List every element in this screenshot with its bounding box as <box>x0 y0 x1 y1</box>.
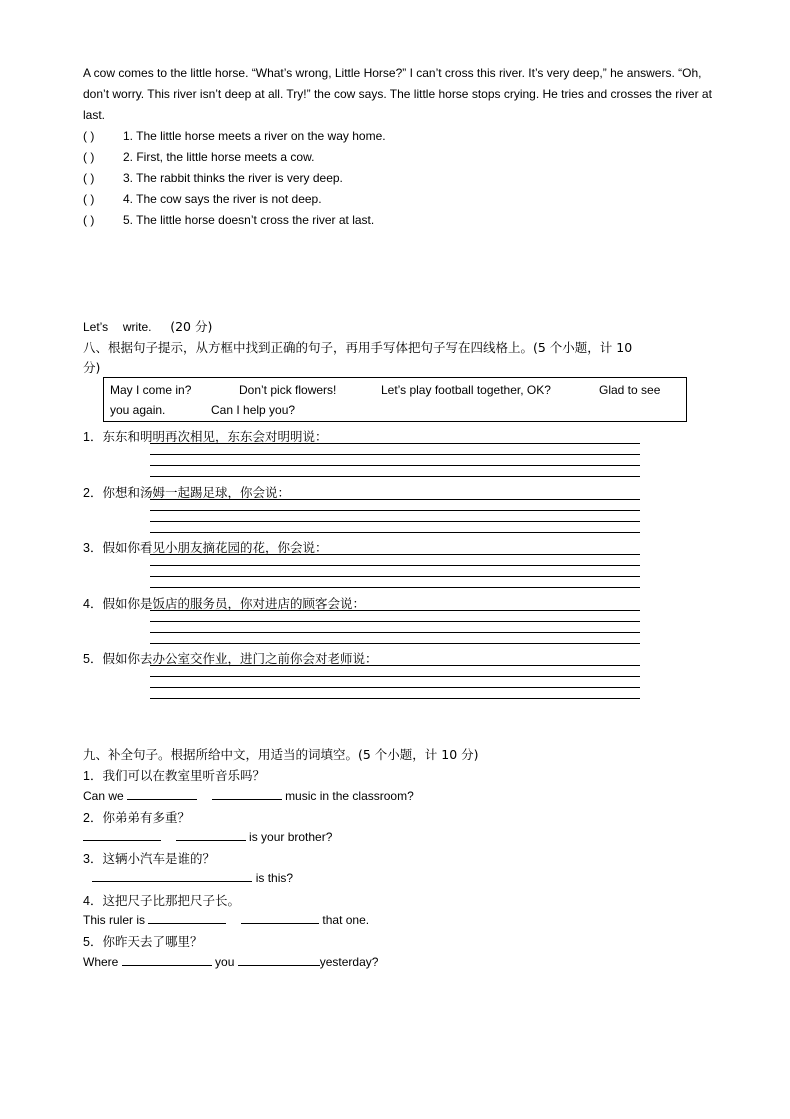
fill-text: that one. <box>322 913 370 927</box>
fill-blank[interactable] <box>92 869 252 882</box>
fill-blank[interactable] <box>83 828 161 841</box>
answer-paren[interactable]: ( ) <box>83 213 95 227</box>
four-line-grid-line[interactable] <box>150 587 640 588</box>
option-lets-play-football: Let’s play football together, OK? <box>381 383 551 397</box>
answer-paren[interactable]: ( ) <box>83 150 95 164</box>
four-line-grid-line[interactable] <box>150 554 640 555</box>
fill-text: yesterday? <box>319 955 379 969</box>
four-line-grid-line[interactable] <box>150 465 640 466</box>
four-line-grid-line[interactable] <box>150 443 640 444</box>
fill-text: music in the classroom? <box>285 789 414 803</box>
four-line-grid-line[interactable] <box>150 632 640 633</box>
fill-question-1: 1．我们可以在教室里听音乐吗？ <box>83 769 265 783</box>
sentence-option-box <box>103 377 687 422</box>
tf-statement: 5. The little horse doesn’t cross the river at last. <box>123 213 375 227</box>
answer-paren[interactable]: ( ) <box>83 171 95 185</box>
four-line-grid-line[interactable] <box>150 476 640 477</box>
tf-statement: 1. The little horse meets a river on the way home. <box>123 129 386 143</box>
fill-answer-2 <box>83 828 332 844</box>
four-line-grid-line[interactable] <box>150 565 640 566</box>
section8-title: 八、根据句子提示，从方框中找到正确的句子，再用手写体把句子写在四线格上。(5 个小题，计 10 <box>83 340 633 355</box>
fill-answer-3 <box>83 869 293 885</box>
four-line-grid-line[interactable] <box>150 499 640 500</box>
fill-text: is your brother? <box>249 830 333 844</box>
fill-text: This ruler is <box>83 913 146 927</box>
tf-statement: 2. First, the little horse meets a cow. <box>123 150 315 164</box>
four-line-grid-line[interactable] <box>150 621 640 622</box>
fill-question-4: 4．这把尺子比那把尺子长。 <box>83 894 240 908</box>
section-header <box>83 317 212 335</box>
fill-answer-1 <box>83 787 414 803</box>
option-glad-to-see: Glad to see <box>599 383 661 397</box>
four-line-grid-line[interactable] <box>150 576 640 577</box>
tf-item-2 <box>83 150 314 164</box>
tf-statement: 3. The rabbit thinks the river is very deep. <box>123 171 343 185</box>
fill-blank[interactable] <box>176 828 246 841</box>
fill-blank[interactable] <box>122 953 212 966</box>
header-write: write. <box>122 320 152 334</box>
four-line-grid-line[interactable] <box>150 532 640 533</box>
fill-blank[interactable] <box>238 953 320 966</box>
option-glad-to-see-cont: you again. <box>110 403 166 417</box>
option-may-i-come-in: May I come in? <box>110 383 192 397</box>
fill-blank[interactable] <box>127 787 197 800</box>
write-question-3: 3．假如你看见小朋友摘花园的花，你会说： <box>83 541 328 555</box>
fill-blank[interactable] <box>212 787 282 800</box>
fill-question-2: 2．你弟弟有多重？ <box>83 811 190 825</box>
tf-item-3 <box>83 171 343 185</box>
write-question-4: 4．假如你是饭店的服务员，你对进店的顾客会说： <box>83 597 365 611</box>
header-lets: Let’s <box>83 320 109 334</box>
write-question-1: 1．东东和明明再次相见，东东会对明明说： <box>83 430 328 444</box>
tf-item-1 <box>83 129 386 143</box>
four-line-grid-line[interactable] <box>150 510 640 511</box>
fill-text: is this? <box>255 871 294 885</box>
answer-paren[interactable]: ( ) <box>83 129 95 143</box>
fill-text: Can we <box>83 789 124 803</box>
four-line-grid-line[interactable] <box>150 454 640 455</box>
four-line-grid-line[interactable] <box>150 698 640 699</box>
fill-answer-4 <box>83 911 369 927</box>
fill-answer-5 <box>83 953 378 969</box>
four-line-grid-line[interactable] <box>150 521 640 522</box>
four-line-grid-line[interactable] <box>150 676 640 677</box>
option-can-i-help-you: Can I help you? <box>211 403 296 417</box>
section8-title-cont: 分) <box>83 360 101 375</box>
write-question-5: 5．假如你去办公室交作业，进门之前你会对老师说： <box>83 652 378 666</box>
fill-blank[interactable] <box>241 911 319 924</box>
write-question-2: 2．你想和汤姆一起踢足球，你会说： <box>83 486 290 500</box>
fill-text: you <box>215 955 235 969</box>
fill-question-5: 5．你昨天去了哪里？ <box>83 935 203 949</box>
tf-item-4 <box>83 192 322 206</box>
four-line-grid-line[interactable] <box>150 610 640 611</box>
option-dont-pick-flowers: Don’t pick flowers! <box>239 383 337 397</box>
tf-statement: 4. The cow says the river is not deep. <box>123 192 322 206</box>
four-line-grid-line[interactable] <box>150 665 640 666</box>
tf-item-5 <box>83 213 374 227</box>
four-line-grid-line[interactable] <box>150 687 640 688</box>
fill-text: Where <box>83 955 119 969</box>
answer-paren[interactable]: ( ) <box>83 192 95 206</box>
reading-passage: A cow comes to the little horse. “What’s wrong, Little Horse?” I can’t cross this river. It’s very deep,” he answers. “Oh, don’t worry. This river isn’t deep at all. Try!” the cow says. The little horse stops crying. He tries and crosses the river at last. <box>83 66 712 122</box>
section9-title: 九、补全句子。根据所给中文，用适当的词填空。(5 个小题，计 10 分) <box>83 747 479 762</box>
fill-question-3: 3．这辆小汽车是谁的？ <box>83 852 215 866</box>
four-line-grid-line[interactable] <box>150 643 640 644</box>
fill-blank[interactable] <box>148 911 226 924</box>
header-score: (20 分) <box>170 319 213 334</box>
